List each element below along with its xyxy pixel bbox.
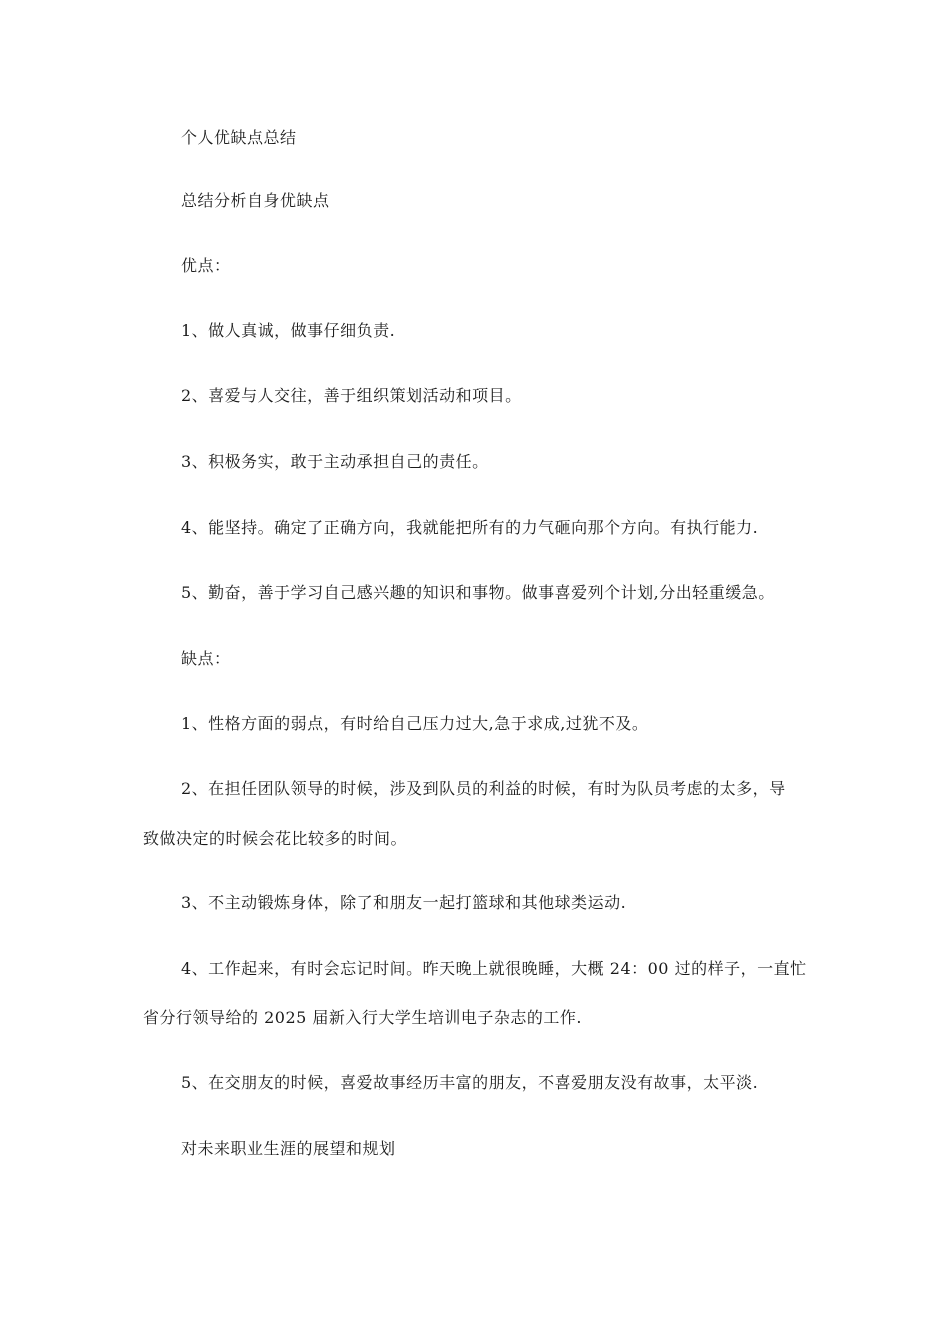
- document-title: 个人优缺点总结: [181, 128, 297, 147]
- strength-item-2: 2、喜爱与人交往，善于组织策划活动和项目。: [181, 386, 522, 405]
- strength-item-4: 4、能坚持。确定了正确方向，我就能把所有的力气砸向那个方向。有执行能力.: [181, 518, 759, 537]
- weakness-item-2-line-2: 致做决定的时候会花比较多的时间。: [143, 829, 408, 848]
- strengths-heading: 优点：: [181, 256, 231, 275]
- weakness-item-1: 1、性格方面的弱点，有时给自己压力过大,急于求成,过犹不及。: [181, 714, 649, 733]
- weakness-item-5: 5、在交朋友的时候，喜爱故事经历丰富的朋友，不喜爱朋友没有故事，太平淡.: [181, 1073, 759, 1092]
- future-heading: 对未来职业生涯的展望和规划: [181, 1139, 396, 1158]
- strength-item-5: 5、勤奋，善于学习自己感兴趣的知识和事物。做事喜爱列个计划,分出轻重缓急。: [181, 583, 775, 602]
- weaknesses-heading: 缺点：: [181, 649, 231, 668]
- weakness-item-3: 3、不主动锻炼身体，除了和朋友一起打篮球和其他球类运动.: [181, 893, 627, 912]
- strength-item-3: 3、积极务实，敢于主动承担自己的责任。: [181, 452, 489, 471]
- strength-item-1: 1、做人真诚，做事仔细负责.: [181, 321, 396, 340]
- document-subtitle: 总结分析自身优缺点: [181, 191, 330, 210]
- weakness-item-2-line-1: 2、在担任团队领导的时候，涉及到队员的利益的时候，有时为队员考虑的太多，导: [181, 779, 786, 798]
- weakness-item-4-line-1: 4、工作起来，有时会忘记时间。昨天晚上就很晚睡，大概 24：00 过的样子，一直忙: [181, 959, 807, 978]
- weakness-item-4-line-2: 省分行领导给的 2025 届新入行大学生培训电子杂志的工作.: [143, 1008, 582, 1027]
